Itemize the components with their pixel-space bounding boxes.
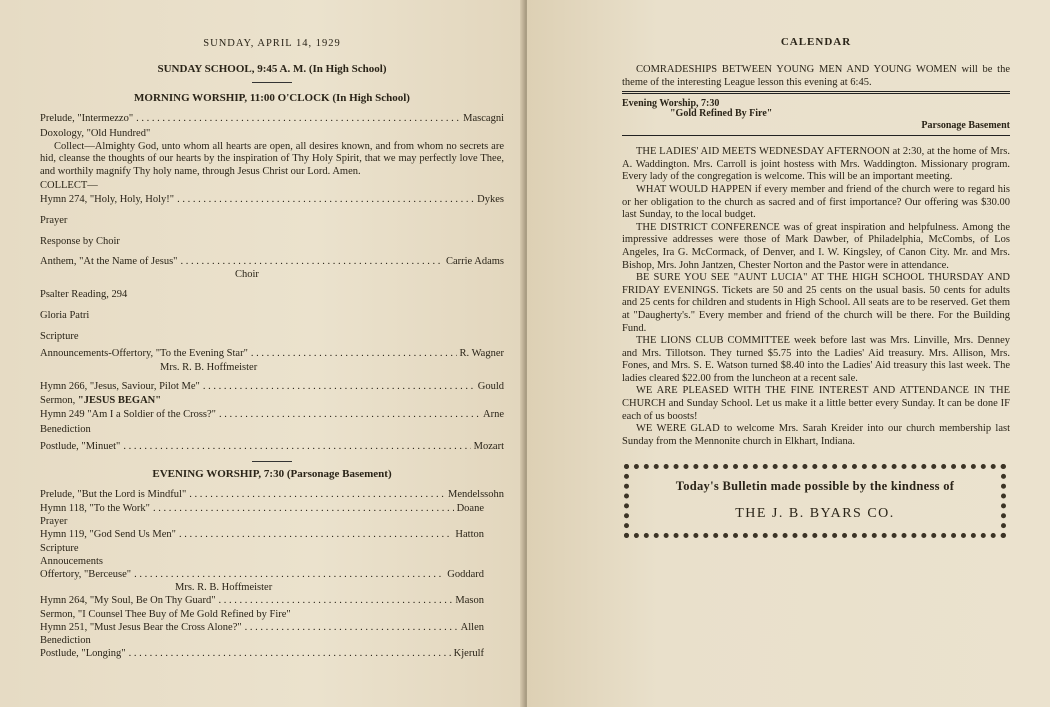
e-announcements: Annoucements [40, 555, 103, 567]
doxology: Doxology, "Old Hundred" [40, 127, 151, 139]
double-rule [622, 91, 1010, 94]
ladies-aid-notice: THE LADIES' AID MEETS WEDNESDAY AFTERNOON at 2:30, at the home of Mrs. A. Waddington. Mrs. Carroll is joint hostess with Mrs. Waddington. Missionary program. Every lady of the congregation is welcome. This will be an important meeting. [622, 146, 1010, 183]
order-line-postlude: Postlude, "Minuet" . . . Mozart [40, 440, 504, 454]
order-line-e-prelude: Prelude, "But the Lord is Mindful" . . . Mendelssohn [40, 488, 504, 502]
offertory-performer: Mrs. R. B. Hoffmeister [160, 361, 258, 373]
left-page [0, 0, 524, 707]
sermon-title: "JESUS BEGAN" [77, 395, 162, 407]
e-prayer: Prayer [40, 516, 68, 528]
order-line-hymn-274: Hymn 274, "Holy, Holy, Holy!" . . . Dykes [40, 193, 504, 207]
e-sermon: Sermon, "I Counsel Thee Buy of Me Gold Refined by Fire" [40, 608, 291, 620]
sponsor-box [624, 464, 1006, 538]
evening-worship-place: Parsonage Basement [921, 120, 1010, 132]
anthem-performer: Choir [235, 269, 259, 281]
divider [252, 82, 292, 83]
aunt-lucia-notice: BE SURE YOU SEE "AUNT LUCIA" AT THE HIGH SCHOOL THURSDAY AND FRIDAY EVENINGS. Tickets are 50 and 25 cents on the usual basis. 50 cents for adults and 25 cents for children and students in High School. All seats are to be reserved. Get them at "Daugherty's." Every member and friend of the church will be there. For the Building Fund. [622, 272, 1010, 334]
sermon: Sermon, "JESUS BEGAN" [40, 395, 162, 407]
order-line-e-hymn-251: Hymn 251, "Must Jesus Bear the Cross Alone?" . . . Allen [40, 621, 504, 635]
collect-text: Collect—Almighty God, unto whom all hearts are open, all desires known, and from whom no secrets are hid, cleanse the thoughts of our hearts by the inspiration of Thy Holy Spirit, that we may perfectly love Thee, and worthily magnify Thy holy name, through Jesus Christ our Lord. Amen. [40, 140, 504, 177]
lions-club-notice: THE LIONS CLUB COMMITTEE week before last was Mrs. Linville, Mrs. Denney and Mrs. Tillotson. They turned $5.75 into the Ladies' Aid treasury. Mrs. Allison, Mrs. Fones, and Mrs. S. E. Watson turned $8.40 into the Ladies' Aid treasury this last week. The ladies cleared $22.00 from the luncheon at a recent sale. [622, 335, 1010, 384]
psalter: Psalter Reading, 294 [40, 289, 128, 301]
calendar-title: CALENDAR [780, 36, 852, 48]
order-line-hymn-249: Hymn 249 "Am I a Soldier of the Cross?" . . . Arne [40, 408, 504, 422]
bulletin-date: SUNDAY, APRIL 14, 1929 [203, 38, 341, 49]
comradeships-notice: COMRADESHIPS BETWEEN YOUNG MEN AND YOUNG WOMEN will be the theme of the interesting League lesson this evening at 6:45. [622, 64, 1010, 88]
e-benediction: Benediction [40, 635, 91, 647]
district-conference-notice: THE DISTRICT CONFERENCE was of great inspiration and helpfulness. Among the impressive addresses were those of Mark Dawber, of Philadelphia, McCombs, of Los Angeles, Ira G. McCormack, of Denver, and I. W. Kingsley, of Canon City. Mr. and Mrs. Bishop, Mrs. John Jantzen, Chester Norton and the Pastor were in attendance. [622, 221, 1010, 271]
order-line-e-postlude: Postlude, "Longing" . . . Kjerulf [40, 647, 504, 661]
order-line-prelude: Prelude, "Intermezzo" . . . Mascagni [40, 112, 504, 126]
order-line-e-offertory: Offertory, "Berceuse" . . . Goddard [40, 568, 504, 582]
what-would-happen-notice: WHAT WOULD HAPPEN if every member and friend of the church were to regard his or her obligation to the church as sacred and of first importance? Our offering was $30.00 last Sunday, to the local budget. [622, 183, 1010, 221]
evening-worship-time: Evening Worship, 7:30 [622, 98, 720, 110]
divider [252, 461, 292, 462]
attendance-notice: WE ARE PLEASED WITH THE FINE INTEREST AND ATTENDANCE IN THE CHURCH and Sunday School. Let us make it a little better every Sunday. It can be done IF each of us boosts! [622, 385, 1010, 422]
rule [622, 135, 1010, 136]
order-line-e-hymn-118: Hymn 118, "To the Work" . . . Doane [40, 502, 504, 516]
order-line-hymn-266: Hymn 266, "Jesus, Saviour, Pilot Me" . . . Gould [40, 380, 504, 394]
sponsor-line: Today's Bulletin made possible by the kindness of [675, 479, 955, 494]
right-page [527, 0, 1050, 707]
e-offertory-performer: Mrs. R. B. Hoffmeister [175, 582, 273, 594]
scripture: Scripture [40, 331, 79, 343]
response: Response by Choir [40, 235, 120, 247]
welcome-notice: WE WERE GLAD to welcome Mrs. Sarah Kreider into our church membership last Sunday from the Mennonite church in Elkhart, Indiana. [622, 423, 1010, 447]
order-line-anthem: Anthem, "At the Name of Jesus" . . . Carrie Adams [40, 255, 504, 269]
order-line-e-hymn-119: Hymn 119, "God Send Us Men" . . . Hatton [40, 528, 504, 542]
collect-label: COLLECT— [40, 180, 98, 192]
e-scripture: Scripture [40, 542, 79, 554]
morning-worship-heading: MORNING WORSHIP, 11:00 O'CLOCK (In High School) [134, 92, 410, 104]
evening-worship-heading: EVENING WORSHIP, 7:30 (Parsonage Basement) [152, 468, 392, 481]
order-line-offertory: Announcements-Offertory, "To the Evening Star" . . . R. Wagner [40, 347, 504, 361]
prayer: Prayer [40, 214, 68, 226]
evening-worship-title: "Gold Refined By Fire" [670, 108, 773, 120]
benediction: Benediction [40, 423, 91, 435]
gloria: Gloria Patri [40, 310, 90, 322]
sponsor-name: THE J. B. BYARS CO. [735, 506, 895, 522]
sunday-school-heading: SUNDAY SCHOOL, 9:45 A. M. (In High School) [157, 63, 387, 75]
order-line-e-hymn-264: Hymn 264, "My Soul, Be On Thy Guard" . . . Mason [40, 594, 504, 608]
